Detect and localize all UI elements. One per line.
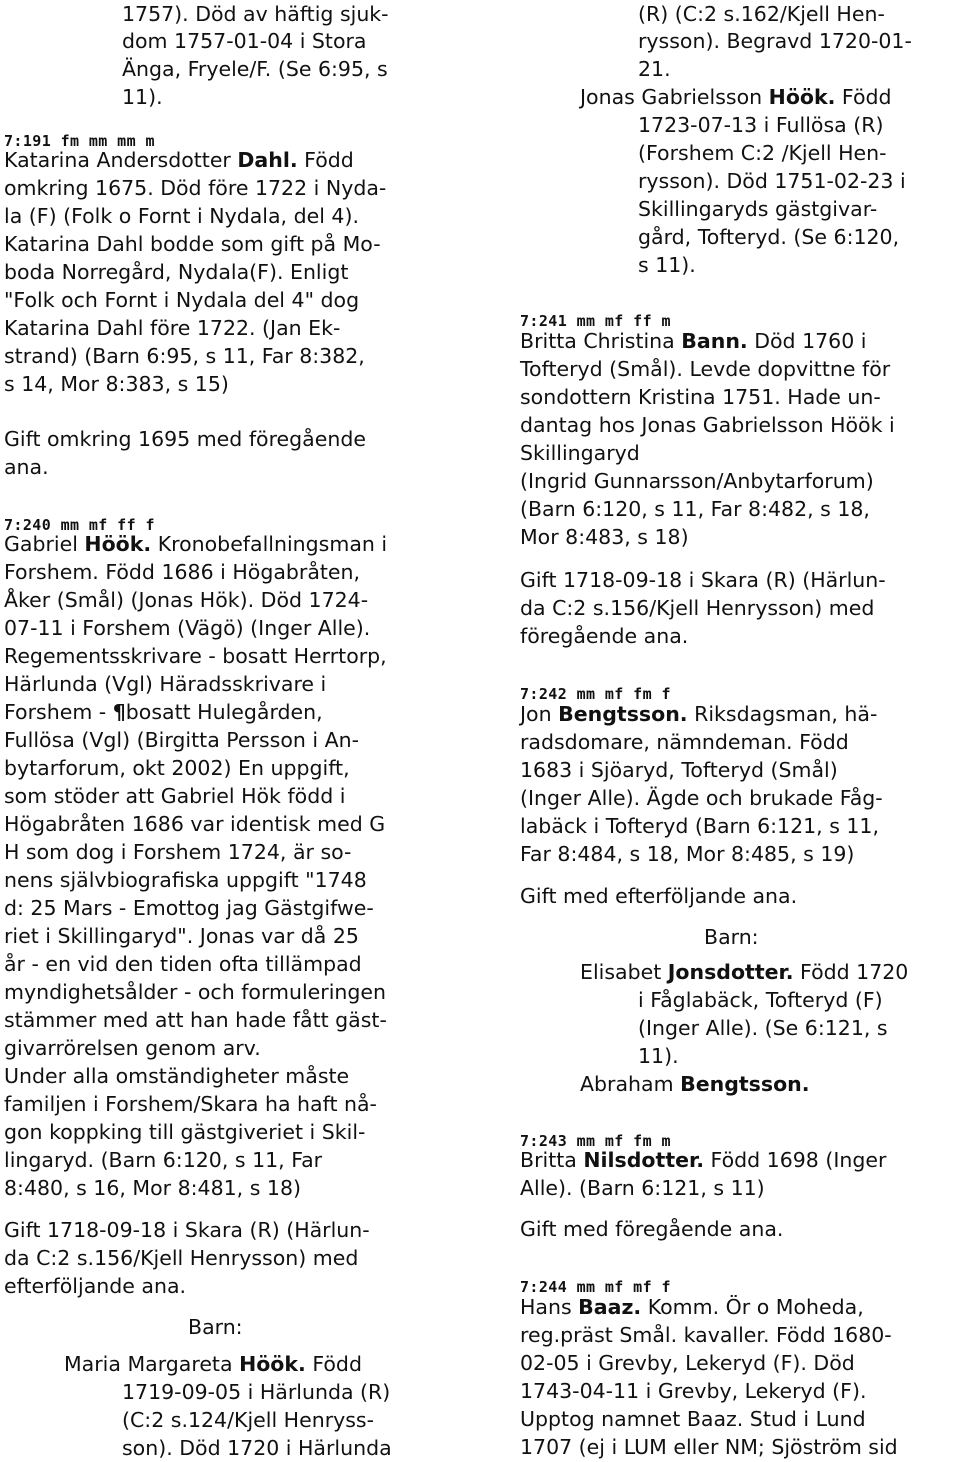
text-run: Forshem - xyxy=(4,700,113,724)
text-line xyxy=(4,698,323,726)
text-run: Gift med efterföljande ana. xyxy=(520,884,798,908)
text-line xyxy=(4,202,359,230)
text-line xyxy=(520,1405,866,1433)
text-run: Född 1698 (Inger xyxy=(704,1148,887,1172)
text-run: givarrörelsen genom arv. xyxy=(4,1036,261,1060)
text-run: (R) (C:2 s.162/Kjell Hen- xyxy=(638,2,885,26)
text-line xyxy=(4,1062,349,1090)
text-line xyxy=(520,700,877,728)
text-run: 11). xyxy=(122,85,163,109)
text-run: i Fåglabäck, Tofteryd (F) xyxy=(638,988,883,1012)
text-run: Gift 1718-09-18 i Skara (R) (Härlun- xyxy=(4,1218,370,1242)
text-run: "Folk och Fornt i Nydala del 4" dog xyxy=(4,288,360,312)
text-line xyxy=(4,670,326,698)
text-line xyxy=(520,840,854,868)
text-line xyxy=(638,223,899,251)
text-run: myndighetsålder - och formuleringen xyxy=(4,980,387,1004)
text-line xyxy=(122,0,389,28)
ancestor-number: 7:240 mm mf ff f xyxy=(4,516,155,534)
text-line xyxy=(4,425,366,453)
text-line xyxy=(4,614,370,642)
surname: Bann. xyxy=(681,329,748,353)
text-line xyxy=(4,1090,377,1118)
text-line xyxy=(4,1174,301,1202)
text-line xyxy=(520,355,890,383)
text-line xyxy=(4,1006,387,1034)
text-line xyxy=(520,1146,886,1174)
text-run: Fullösa (Vgl) (Birgitta Persson i An- xyxy=(4,728,359,752)
pilcrow-mark: ¶ xyxy=(112,700,126,724)
text-line xyxy=(638,251,696,279)
text-run: Född 1720 xyxy=(793,960,909,984)
text-line xyxy=(520,812,879,840)
surname: Baaz. xyxy=(578,1295,642,1319)
text-run: Härlunda (Vgl) Häradsskrivare i xyxy=(4,672,327,696)
text-run: s 11). xyxy=(638,253,696,277)
text-line xyxy=(4,782,345,810)
text-line xyxy=(580,83,892,111)
text-run: Barn: xyxy=(188,1315,243,1339)
text-run: Gift omkring 1695 med föregående xyxy=(4,427,366,451)
text-run: Jon xyxy=(520,702,559,726)
text-line xyxy=(638,111,883,139)
text-run: Född xyxy=(297,148,354,172)
text-line xyxy=(520,784,883,812)
text-run: da C:2 s.156/Kjell Henrysson) med xyxy=(520,596,875,620)
text-run: Komm. Ör o Moheda, xyxy=(641,1295,864,1319)
text-run: (C:2 s.124/Kjell Henryss- xyxy=(122,1408,375,1432)
text-line xyxy=(638,986,883,1014)
text-run: Britta Christina xyxy=(520,329,682,353)
text-run: (Forshem C:2 /Kjell Hen- xyxy=(638,141,887,165)
ancestor-number: 7:191 fm mm mm m xyxy=(4,132,155,150)
text-run: nens självbiografiska uppgift "1748 xyxy=(4,868,367,892)
text-line xyxy=(638,1014,888,1042)
text-run: Britta xyxy=(520,1148,584,1172)
text-line xyxy=(4,1146,322,1174)
text-line xyxy=(4,838,351,866)
text-line xyxy=(520,327,866,355)
text-run: strand) (Barn 6:95, s 11, Far 8:382, xyxy=(4,344,365,368)
text-run: reg.präst Smål. kavaller. Född 1680- xyxy=(520,1323,892,1347)
text-line xyxy=(520,756,838,784)
text-run: stämmer med att han hade fått gäst- xyxy=(4,1008,387,1032)
text-run: Far 8:484, s 18, Mor 8:485, s 19) xyxy=(520,842,855,866)
text-line xyxy=(4,586,368,614)
surname: Höök. xyxy=(768,85,836,109)
text-line xyxy=(4,530,387,558)
text-run: 11). xyxy=(638,1044,679,1068)
text-run: Katarina Andersdotter xyxy=(4,148,238,172)
text-line xyxy=(4,922,359,950)
text-run: Regementsskrivare - bosatt Herrtorp, xyxy=(4,644,387,668)
text-run: Upptog namnet Baaz. Stud i Lund xyxy=(520,1407,866,1431)
text-run: Jonas Gabrielsson xyxy=(580,85,769,109)
text-line xyxy=(520,728,849,756)
text-line xyxy=(188,1313,243,1341)
text-run: familjen i Forshem/Skara ha haft nå- xyxy=(4,1092,377,1116)
text-line xyxy=(122,27,367,55)
text-line xyxy=(4,453,49,481)
text-run: la (F) (Folk o Fornt i Nydala, del 4). xyxy=(4,204,359,228)
text-run: Skillingaryds gästgivar- xyxy=(638,197,878,221)
text-line xyxy=(520,622,688,650)
text-line xyxy=(4,866,367,894)
text-line xyxy=(4,558,360,586)
text-run: ana. xyxy=(4,455,49,479)
text-run: Katarina Dahl före 1722. (Jan Ek- xyxy=(4,316,341,340)
text-run: Gift med föregående ana. xyxy=(520,1217,784,1241)
text-run: son). Död 1720 i Härlunda xyxy=(122,1436,392,1460)
text-line xyxy=(638,55,671,83)
text-run: (Barn 6:120, s 11, Far 8:482, s 18, xyxy=(520,497,870,521)
text-run: 02-05 i Grevby, Lekeryd (F). Död xyxy=(520,1351,855,1375)
text-run: Död 1760 i xyxy=(747,329,867,353)
text-run: Maria Margareta xyxy=(64,1352,240,1376)
text-run: dom 1757-01-04 i Stora xyxy=(122,29,367,53)
text-line xyxy=(580,1070,810,1098)
text-run: 1743-04-11 i Grevby, Lekeryd (F). xyxy=(520,1379,867,1403)
text-line xyxy=(4,978,386,1006)
text-run: sondottern Kristina 1751. Hade un- xyxy=(520,385,881,409)
text-line xyxy=(4,1034,261,1062)
text-line xyxy=(520,411,895,439)
text-run: Barn: xyxy=(704,925,759,949)
text-run: Född xyxy=(835,85,892,109)
text-run: Alle). (Barn 6:121, s 11) xyxy=(520,1176,765,1200)
text-line xyxy=(4,174,386,202)
surname: Nilsdotter. xyxy=(583,1148,704,1172)
text-run: efterföljande ana. xyxy=(4,1274,187,1298)
text-line xyxy=(4,286,359,314)
text-run: 1683 i Sjöaryd, Tofteryd (Smål) xyxy=(520,758,838,782)
text-run: 1719-09-05 i Härlunda (R) xyxy=(122,1380,391,1404)
text-line xyxy=(4,894,374,922)
ancestor-number: 7:244 mm mf mf f xyxy=(520,1278,671,1296)
text-line xyxy=(122,55,388,83)
text-run: bytarforum, okt 2002) En uppgift, xyxy=(4,756,350,780)
text-run: Forshem. Född 1686 i Högabråten, xyxy=(4,560,361,584)
text-run: 1707 (ej i LUM eller NM; Sjöström sid xyxy=(520,1435,898,1459)
text-run: Hans xyxy=(520,1295,579,1319)
ancestor-number: 7:242 mm mf fm f xyxy=(520,685,671,703)
text-line xyxy=(4,754,350,782)
text-run: som stöder att Gabriel Hök född i xyxy=(4,784,346,808)
text-run: gård, Tofteryd. (Se 6:120, xyxy=(638,225,900,249)
ancestor-number: 7:241 mm mf ff m xyxy=(520,312,671,330)
text-run: 1757). Död av häftig sjuk- xyxy=(122,2,389,26)
text-line xyxy=(638,1042,679,1070)
text-line xyxy=(4,1216,370,1244)
text-line xyxy=(520,1433,898,1461)
text-run: riet i Skillingaryd". Jonas var då 25 xyxy=(4,924,359,948)
text-run: 8:480, s 16, Mor 8:481, s 18) xyxy=(4,1176,301,1200)
surname: Höök. xyxy=(239,1352,306,1376)
text-run: Skillingaryd xyxy=(520,441,640,465)
text-line xyxy=(520,1377,866,1405)
text-run: Född xyxy=(305,1352,362,1376)
text-run: Riksdagsman, hä- xyxy=(687,702,878,726)
text-line xyxy=(122,83,163,111)
text-run: omkring 1675. Död före 1722 i Nyda- xyxy=(4,176,387,200)
text-line xyxy=(520,1215,783,1243)
text-line xyxy=(4,1118,365,1146)
text-line xyxy=(704,923,759,951)
text-line xyxy=(520,495,870,523)
text-line xyxy=(4,1272,186,1300)
text-line xyxy=(520,882,797,910)
text-line xyxy=(520,1293,864,1321)
text-run: Gabriel xyxy=(4,532,85,556)
text-run: dantag hos Jonas Gabrielsson Höök i xyxy=(520,413,895,437)
ancestor-number: 7:243 mm mf fm m xyxy=(520,1132,671,1150)
text-run: Kronobefallningsman i xyxy=(151,532,388,556)
text-run: 1723-07-13 i Fullösa (R) xyxy=(638,113,884,137)
text-line xyxy=(122,1406,374,1434)
text-line xyxy=(4,810,385,838)
text-line xyxy=(122,1378,390,1406)
text-run: (Ingrid Gunnarsson/Anbytarforum) xyxy=(520,469,874,493)
text-run: rysson). Död 1751-02-23 i xyxy=(638,169,906,193)
text-run: år - en vid den tiden ofta tillämpad xyxy=(4,952,362,976)
text-line xyxy=(4,342,365,370)
text-line xyxy=(638,27,912,55)
text-run: gon koppking till gästgiveriet i Skil- xyxy=(4,1120,366,1144)
text-run: Högabråten 1686 var identisk med G xyxy=(4,812,386,836)
text-line xyxy=(4,1244,358,1272)
text-run: da C:2 s.156/Kjell Henrysson) med xyxy=(4,1246,359,1270)
text-line xyxy=(638,0,885,28)
text-run: s 14, Mor 8:383, s 15) xyxy=(4,372,229,396)
text-run: 21. xyxy=(638,57,671,81)
text-run: d: 25 Mars - Emottog jag Gästgifwe- xyxy=(4,896,374,920)
text-line xyxy=(580,958,908,986)
text-run: (Inger Alle). (Se 6:121, s xyxy=(638,1016,888,1040)
text-line xyxy=(4,950,362,978)
text-run: Katarina Dahl bodde som gift på Mo- xyxy=(4,232,381,256)
surname: Höök. xyxy=(84,532,152,556)
text-run: 07-11 i Forshem (Vägö) (Inger Alle). xyxy=(4,616,371,640)
text-run: (Inger Alle). Ägde och brukade Fåg- xyxy=(520,786,883,810)
text-line xyxy=(4,230,381,258)
text-run: föregående ana. xyxy=(520,624,689,648)
text-line xyxy=(520,594,874,622)
surname: Jonsdotter. xyxy=(667,960,794,984)
text-run: rysson). Begravd 1720-01- xyxy=(638,29,912,53)
text-line xyxy=(520,383,881,411)
text-line xyxy=(122,1434,392,1462)
text-run: boda Norregård, Nydala(F). Enligt xyxy=(4,260,349,284)
text-run: Mor 8:483, s 18) xyxy=(520,525,689,549)
text-run: lingaryd. (Barn 6:120, s 11, Far xyxy=(4,1148,323,1172)
text-line xyxy=(520,467,874,495)
text-line xyxy=(520,523,689,551)
text-run: Abraham xyxy=(580,1072,681,1096)
text-line xyxy=(638,167,906,195)
text-run: H som dog i Forshem 1724, är so- xyxy=(4,840,352,864)
text-line xyxy=(4,726,359,754)
text-line xyxy=(520,1174,765,1202)
text-line xyxy=(4,146,354,174)
text-line xyxy=(4,642,387,670)
text-line xyxy=(4,258,348,286)
text-run: Elisabet xyxy=(580,960,668,984)
text-line xyxy=(638,195,877,223)
text-line xyxy=(638,139,887,167)
surname: Bengtsson. xyxy=(680,1072,810,1096)
text-run: Tofteryd (Smål). Levde dopvittne för xyxy=(520,357,891,381)
text-line xyxy=(520,1321,892,1349)
text-run: Under alla omständigheter måste xyxy=(4,1064,350,1088)
text-line xyxy=(4,314,340,342)
text-line xyxy=(520,566,886,594)
text-line xyxy=(4,370,229,398)
surname: Dahl. xyxy=(237,148,298,172)
text-run: Gift 1718-09-18 i Skara (R) (Härlun- xyxy=(520,568,886,592)
text-run: bosatt Hulegården, xyxy=(125,700,323,724)
text-line xyxy=(520,1349,855,1377)
text-run: radsdomare, nämndeman. Född xyxy=(520,730,849,754)
text-line xyxy=(64,1350,362,1378)
text-run: Änga, Fryele/F. (Se 6:95, s xyxy=(122,57,388,81)
text-run: Åker (Smål) (Jonas Hök). Död 1724- xyxy=(4,588,369,612)
surname: Bengtsson. xyxy=(558,702,688,726)
text-line xyxy=(520,439,640,467)
text-run: labäck i Tofteryd (Barn 6:121, s 11, xyxy=(520,814,879,838)
